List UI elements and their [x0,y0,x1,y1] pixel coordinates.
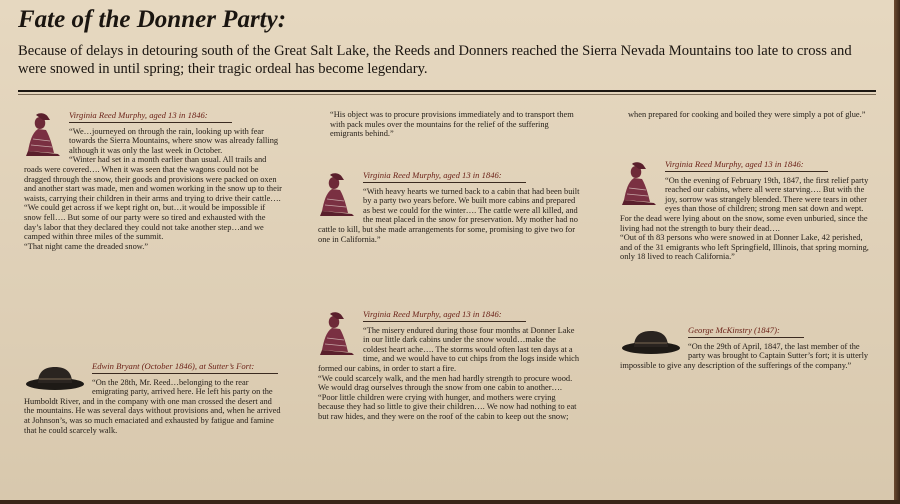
quote-heading: Edwin Bryant (October 1846), at Sutter’s Fort: [92,362,278,374]
col2-quote-murphy-2 [318,310,580,422]
title-divider [18,90,876,92]
quote-paragraph: “His object was to procure provisions immediately and to transport them with pack mules over the mountains for the relief of the suffering emigrants behind.” [330,110,574,139]
girl-portrait-icon [318,310,358,356]
col1-quote-murphy [24,111,282,251]
quote-heading: Virginia Reed Murphy, aged 13 in 1846: [363,171,526,183]
hat-icon [620,326,682,356]
quote-paragraph: “With heavy hearts we turned back to a cabin that had been built by a party two years before. We built more cabins and prepared as best we could for the winter…. The cattle were all killed, and the meat placed in the snow for preservation. My mother had no cattle to kill, but she made arrangements for some, promising to give two for one in California.” [318,186,580,244]
col3-continuation [628,110,876,120]
col1-quote-bryant [24,362,282,435]
quote-paragraph: “The misery endured during those four months at Donner Lake in our little dark cabins under the snow would…make the coldest heart ache…. The storms would often last ten days at a time, and we would have to cut chips from the logs inside which formed our cabins, in order to start a fire. [318,325,580,373]
page-title: Fate of the Donner Party: [18,6,287,33]
page-subtitle: Because of delays in detouring south of the Great Salt Lake, the Reeds and Donners reached the Sierra Nevada Mountains too late to cross and were snowed in until spring; their tragic ordeal has become legendary. [18,43,852,77]
col3-quote-mckinstry [620,326,876,370]
girl-portrait-icon [318,171,358,217]
quote-paragraph: “That night came the dreaded snow.” [24,241,149,251]
quote-heading: George McKinstry (1847): [688,326,804,338]
quote-paragraph: “We could scarcely walk, and the men had hardly strength to procure wood. We would drag ourselves through the snow from one cabin to another…. [318,373,573,393]
col3-quote-murphy [620,160,876,262]
col2-continuation [330,110,578,139]
quote-paragraph: “Out of th 83 persons who were snowed in at Donner Lake, 42 perished, and of the 31 emigrants who left Springfield, Illinois, that spring morning, only 18 lived to reach California.” [620,233,869,262]
quote-paragraph: “On the 28th, Mr. Reed…belonging to the rear emigrating party, arrived here. He left his party on the Humboldt River, and in the company with one man crossed the desert and the mountains. He was several days without provisions and, when he arrived at Johnson’s, was so much emaciated and exhausted by fatigue and famine that he could scarcely walk. [24,377,281,435]
quote-paragraph: “Winter had set in a month earlier than usual. All trails and roads were covered…. When it was seen that the wagons could not be dragged through the snow, their goods and provisions were packed on oxen and another start was made, men and women working in the snow up to their waists, carrying their children in their arms and trying to drive their cattle…. [24,155,282,203]
girl-portrait-icon [24,111,64,157]
girl-portrait-icon [620,160,660,206]
quote-paragraph: “We…journeyed on through the rain, looking up with fear towards the Sierra Mountains, where snow was already falling although it was only the last week in October. [69,126,279,155]
quote-paragraph: when prepared for cooking and boiled they were simply a pot of glue.” [628,110,866,119]
panel-frame-bottom [0,500,900,504]
quote-paragraph: “We could get across if we kept right on, but…it would be impossible if snow fell…. But some of our party were so tired and exhausted with the day’s labor that they declared they could not take another step…and we camped within three miles of the summit. [24,203,266,242]
quote-heading: Virginia Reed Murphy, aged 13 in 1846: [665,160,828,172]
panel-frame-right [894,0,900,504]
quote-heading: Virginia Reed Murphy, aged 13 in 1846: [363,310,526,322]
quote-paragraph: “On the 29th of April, 1847, the last member of the party was brought to Captain Sutter’s fort; it is utterly impossible to give any description of the sufferings of the company.” [620,341,869,370]
hat-icon [24,362,86,392]
col2-quote-murphy-1 [318,171,580,244]
quote-paragraph: “Poor little children were crying with hunger, and mothers were crying because they had so little to give their children…. We now had nothing to eat but raw hides, and they were on the roof of the cabin to keep out the snow; [318,392,577,421]
quote-heading: Virginia Reed Murphy, aged 13 in 1846: [69,111,232,123]
quote-paragraph: “On the evening of February 19th, 1847, the first relief party reached our cabins, where all were starving…. But with the joy, sorrow was strangely blended. There were tears in other eyes than those of children; strong men sat down and wept. For the dead were lying about on the snow, some even unburied, since the living had not the strength to bury their dead…. [620,175,869,233]
title-divider-thin [18,94,876,95]
